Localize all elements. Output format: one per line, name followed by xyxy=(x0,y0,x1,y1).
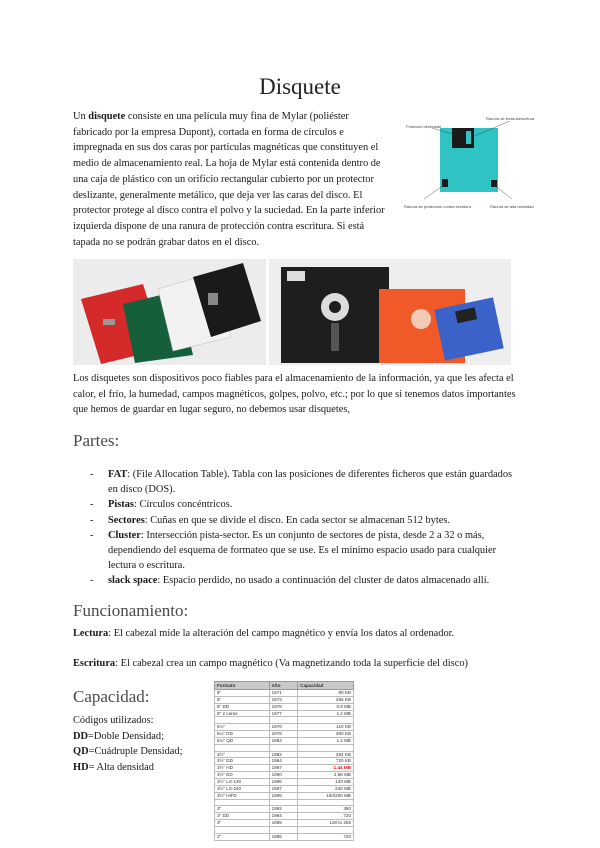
table-cell xyxy=(298,744,354,751)
partes-list xyxy=(73,467,523,589)
table-cell: 3½" LS-120 xyxy=(215,778,270,785)
table-cell: 264 KB xyxy=(298,751,354,758)
page-title: Disquete xyxy=(259,74,341,99)
table-cell xyxy=(298,717,354,724)
table-row xyxy=(215,751,354,758)
table-cell: 720 xyxy=(298,813,354,820)
partes-heading: Partes: xyxy=(73,431,120,450)
list-item: - Sectores: Cuñas en que se divide el disco. En cada sector se almacenan 512 bytes. xyxy=(90,514,451,526)
table-cell xyxy=(298,826,354,833)
table-cell: 256 KB xyxy=(298,696,354,703)
table-cell: 720 KB xyxy=(298,758,354,765)
table-cell: 1985 xyxy=(269,820,298,827)
table-row xyxy=(215,785,354,792)
table-cell: 120 MB xyxy=(298,778,354,785)
table-cell xyxy=(215,744,270,751)
table-row xyxy=(215,731,354,738)
capacidad-heading: Capacidad: xyxy=(73,687,150,706)
table-cell xyxy=(269,717,298,724)
table-cell: 8" xyxy=(215,696,270,703)
table-row xyxy=(215,778,354,785)
reliability-paragraph: Los disquetes son dispositivos poco fiables para el almacenamiento de la información, ya que les afecta el calor, el frío, la humedad, campos magnéticos, golpes, polvo, etc.; por lo que si tenemos datos importantes que hemos de guardar en lugar seguro, no debemos usar disquetes, xyxy=(73,373,516,416)
table-cell: 1976 xyxy=(269,724,298,731)
escritura-paragraph: Escritura: El cabezal crea un campo magnético (Va magnetizando toda la superficie del disco) xyxy=(73,658,468,669)
table-row xyxy=(215,820,354,827)
table-cell: 360 xyxy=(298,806,354,813)
code-qd: QD=Cuádruple Densidad; xyxy=(73,746,183,757)
table-row xyxy=(215,696,354,703)
code-dd: DD=Doble Densidad; xyxy=(73,730,164,742)
table-row xyxy=(215,717,354,724)
col-header: Formato xyxy=(215,682,270,690)
table-cell: 8" xyxy=(215,690,270,697)
table-cell: 240 MB xyxy=(298,785,354,792)
table-row xyxy=(215,690,354,697)
table-cell: 3½" xyxy=(215,751,270,758)
table-cell: 1997 xyxy=(269,785,298,792)
table-cell: 3½" ED xyxy=(215,772,270,779)
label-protector: Protector deslizante xyxy=(406,124,442,129)
table-cell: 360 KB xyxy=(298,731,354,738)
table-cell: 3½" DD xyxy=(215,758,270,765)
table-row xyxy=(215,724,354,731)
table-cell: 1976 xyxy=(269,703,298,710)
diskettes-photo-right xyxy=(269,259,511,365)
table-cell: 80 KB xyxy=(298,690,354,697)
diskettes-photo-left xyxy=(73,259,266,365)
table-cell: 1985 xyxy=(269,833,298,840)
table-cell: 1.2 MB xyxy=(298,737,354,744)
table-cell: 2" xyxy=(215,833,270,840)
table-cell: 1971 xyxy=(269,690,298,697)
table-row xyxy=(215,772,354,779)
table-cell xyxy=(215,717,270,724)
table-row xyxy=(215,765,354,772)
table-cell: 3½" HiFD xyxy=(215,792,270,799)
label-ranura-proteccion: Ranura de protección contra escritura xyxy=(404,204,471,209)
list-item: - Cluster: Intersección pista-sector. Es un conjunto de sectores de pista, desde 2 a 32 o más, dependiendo del esquema de formateo que se use. Es el mínimo espacio usado para cualquier lectura o escritura. xyxy=(90,529,497,572)
intro-paragraph: Un disquete consiste en una película muy fina de Mylar (poliéster fabricado por la empresa Dupont), cortada en forma de círculos e impregnada en sus dos caras por partículas magnéticas que constituyen el medio de almacenamiento real. La hoja de Mylar está contenida dentro de una caja de plástico con un orificio rectangular cubierto por un protector deslizante, generalmente metálico, que deja ver las caras del disco. El protector protege al disco contra el polvo y la suciedad. En la parte inferior izquierda dispone de una ranura de protección contra escritura. Si está tapada no se podrán grabar datos en el disco. xyxy=(73,111,385,248)
list-item: - FAT: (File Allocation Table). Tabla con las posiciones de diferentes ficheros que están guardados en disco (DOS). xyxy=(90,469,513,496)
codes-title: Códigos utilizados: xyxy=(73,715,154,726)
table-row xyxy=(215,710,354,717)
table-row xyxy=(215,792,354,799)
table-cell: 1984 xyxy=(269,758,298,765)
table-cell: 128 to 256 xyxy=(298,820,354,827)
table-cell: 1978 xyxy=(269,731,298,738)
col-header: Año xyxy=(269,682,298,690)
table-row xyxy=(215,826,354,833)
table-row xyxy=(215,833,354,840)
table-row xyxy=(215,758,354,765)
table-row xyxy=(215,799,354,806)
table-cell: 1.2 MB xyxy=(298,710,354,717)
table-row xyxy=(215,737,354,744)
col-header: Capacidad xyxy=(298,682,354,690)
label-ranura-lectura: Ranura de lectura/escritura xyxy=(486,116,535,121)
table-cell xyxy=(269,799,298,806)
table-cell: 1987 xyxy=(269,765,298,772)
table-cell: 3½" HD xyxy=(215,765,270,772)
lectura-paragraph: Lectura: El cabezal mide la alteración del campo magnético y envía los datos al ordenador. xyxy=(73,628,455,639)
table-cell: 1996 xyxy=(269,778,298,785)
table-cell: 1982 xyxy=(269,806,298,813)
table-cell: 1977 xyxy=(269,710,298,717)
code-hd: HD= Alta densidad xyxy=(73,761,154,773)
table-cell: 1998 xyxy=(269,792,298,799)
table-cell: 2.88 MB xyxy=(298,772,354,779)
table-cell xyxy=(215,799,270,806)
table-cell: 1984 xyxy=(269,813,298,820)
table-header-row xyxy=(215,682,354,690)
table-cell: 1990 xyxy=(269,772,298,779)
table-cell: 1.44 MB xyxy=(298,765,354,772)
table-cell: 5¼" QD xyxy=(215,737,270,744)
table-cell xyxy=(269,744,298,751)
table-cell: 110 KB xyxy=(298,724,354,731)
table-cell: 3" DD xyxy=(215,813,270,820)
table-cell xyxy=(298,799,354,806)
table-cell xyxy=(215,826,270,833)
table-cell: 1982 xyxy=(269,751,298,758)
list-item: - slack space: Espacio perdido, no usado a continuación del cluster de datos almacenado allí. xyxy=(90,575,490,587)
funcionamiento-heading: Funcionamiento: xyxy=(73,601,189,620)
table-cell: 8" DD xyxy=(215,703,270,710)
table-cell: 0.8 MB xyxy=(298,703,354,710)
table-cell: 5¼" xyxy=(215,724,270,731)
table-cell: 720 xyxy=(298,833,354,840)
table-row xyxy=(215,813,354,820)
diskette-diagram xyxy=(402,115,542,220)
table-cell xyxy=(269,826,298,833)
table-cell: 3" xyxy=(215,820,270,827)
table-cell: 150/200 MB xyxy=(298,792,354,799)
table-cell: 1973 xyxy=(269,696,298,703)
capacity-table xyxy=(214,681,354,841)
table-cell: 3" xyxy=(215,806,270,813)
codes-block xyxy=(73,713,182,775)
table-row xyxy=(215,703,354,710)
list-item: - Pistas: Círculos concéntricos. xyxy=(90,499,233,511)
table-cell: 3½" LS-240 xyxy=(215,785,270,792)
table-row xyxy=(215,744,354,751)
label-ranura-alta: Ranura de alta densidad xyxy=(490,204,534,209)
table-row xyxy=(215,806,354,813)
table-cell: 5¼" DD xyxy=(215,731,270,738)
table-cell: 1984 xyxy=(269,737,298,744)
table-cell: 8" 2 caras xyxy=(215,710,270,717)
